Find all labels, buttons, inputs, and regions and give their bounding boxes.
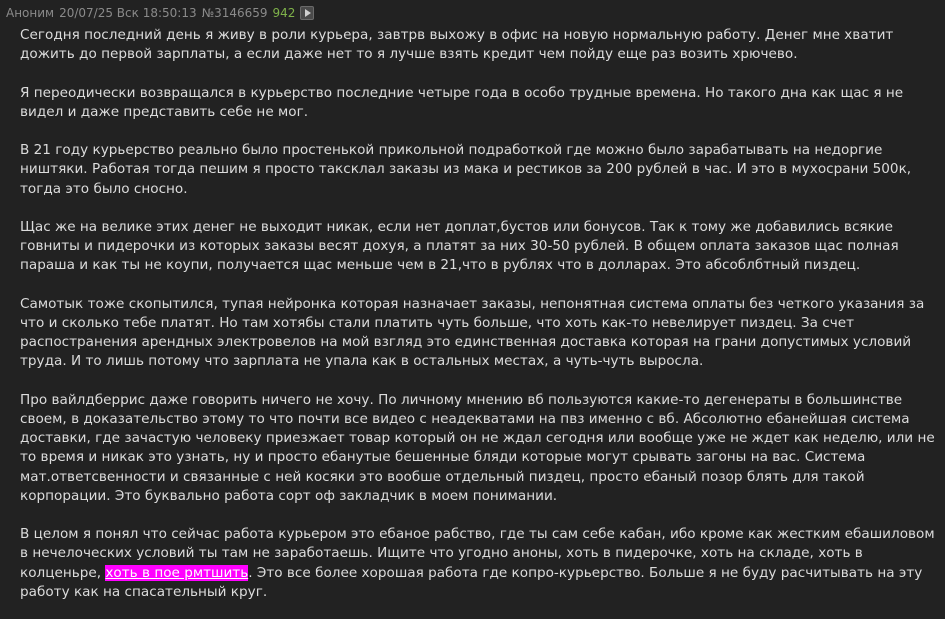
- paragraph-2: Я переодически возвращался в курьерство последние четыре года в особо трудные времена. Но такого дна как щас я не видел и даже представить себе не мог.: [20, 84, 904, 120]
- post-author: Аноним: [6, 6, 55, 20]
- post-date: 20/07/25 Вск 18:50:13: [59, 6, 197, 20]
- paragraph-4: Щас же на велике этих денег не выходит никак, если нет доплат,бустов или бонусов. Так к тому же добавились всякие говниты и пидерочки из которых заказы весят дохуя, а платят за них 30-50 рублей. В общем оплата заказов щас полная параша и как ты не коупи, получается щас меньше чем в 21,что в рублях что в долларах. Это абсоблбтный пиздец.: [20, 218, 899, 274]
- paragraph-7-end: . Это все более хорошая работа где копро-курьерство. Больше я не буду расчитывать на эту работу как на спасательный круг.: [20, 564, 923, 600]
- highlighted-text: хоть в пое рмтшить: [105, 564, 249, 581]
- post-header: [6, 6, 935, 20]
- post-body: [20, 26, 935, 602]
- play-icon[interactable]: [300, 6, 314, 20]
- post-number-link[interactable]: №3146659: [201, 6, 268, 20]
- paragraph-7: [20, 525, 935, 602]
- paragraph-6: Про вайлдберрис даже говорить ничего не хочу. По личному мнению вб пользуются какие-то дегенераты в большинстве своем, в доказательство этому то что почти все видео с неадекватами на пвз именно с вб. Абсолютно ебанейшая система доставки, где зачастую человеку приезжает товар который он не ждал сегодня или вообще уже не ждет как неделю, или не то время и никак это узнать, ну и просто ебанутые бешенные бляди которые могут срывать загоны на вас. Система мат.ответсвенности и связанные с ней косяки это вообше отдельный пиздец, просто ебаный позор блять для такой корпорации. Это буквально работа сорт оф закладчик в моем понимании.: [20, 391, 935, 504]
- paragraph-7-start: В целом я понял что сейчас работа курьером это ебаное рабство, где ты сам себе кабан, ибо кроме как жестким ебашиловом в нечелоческих условий ты там не заработаешь. Ищите что угодно аноны, хоть в пидерочке, хоть на складе, хоть в колценьре,: [20, 526, 935, 581]
- paragraph-3: В 21 году курьерство реально было простенькой прикольной подработкой где можно было зарабатывать на недоргие ништяки. Работая тогда пешим я просто таксклал заказы из мака и рестиков за 200 рублей в час. И это в мухосрани 500к, тогда это было сносно.: [20, 142, 912, 197]
- paragraph-1: Сегодня последний день я живу в роли курьера, завтрв выхожу в офис на новую нормальную работу. Денег мне хватит дожить до первой зарплаты, а если даже нет то я лучше взять кредит чем пойду еще раз возить хрючево.: [20, 27, 894, 63]
- paragraph-5: Самотык тоже скопытился, тупая нейронка которая назначает заказы, непонятная система оплаты без четкого указания за что и сколько тебе платят. Но там хотябы стали платить чуть больше, что хоть как-то невелирует пиздец. За счет распостранения арендных электровелов на мой взгляд это единственная доставка которая на грани допустимых условий труда. И то лишь потому что зарплата не упала как в остальных местах, а чуть-чуть выросла.: [20, 295, 925, 370]
- reply-count: 942: [272, 6, 296, 20]
